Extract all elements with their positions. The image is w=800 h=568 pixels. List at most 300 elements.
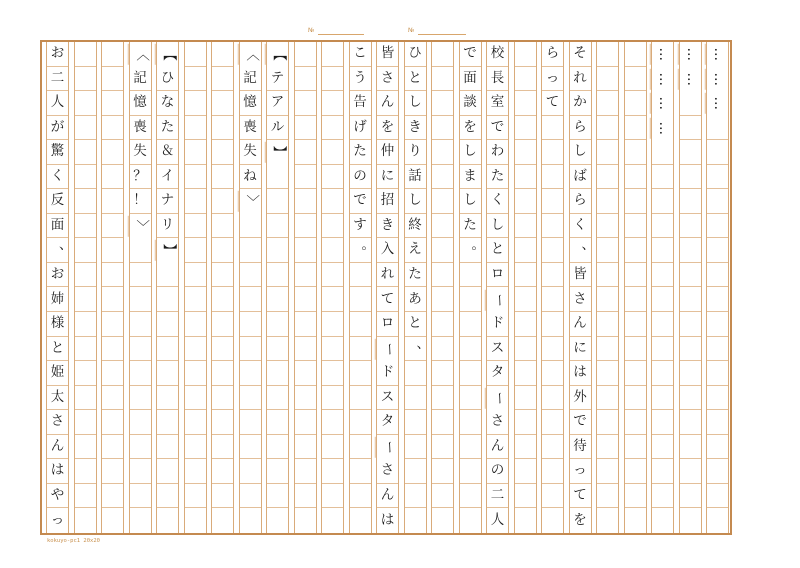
manuscript-cell <box>102 410 123 435</box>
manuscript-cell: … <box>650 68 675 89</box>
manuscript-cell <box>597 116 618 141</box>
manuscript-cell: が <box>47 116 68 141</box>
manuscript-cell <box>322 508 343 533</box>
manuscript-cell <box>515 288 536 313</box>
manuscript-column <box>184 42 207 533</box>
manuscript-cell: に <box>377 165 398 190</box>
manuscript-cell <box>75 484 96 509</box>
manuscript-cell <box>515 484 536 509</box>
manuscript-cell: で <box>570 410 591 435</box>
manuscript-cell: 待 <box>570 435 591 460</box>
manuscript-cell <box>460 435 481 460</box>
manuscript-cell <box>157 459 178 484</box>
manuscript-cell <box>295 288 316 313</box>
manuscript-cell <box>102 91 123 116</box>
manuscript-cell <box>432 337 453 362</box>
manuscript-cell <box>652 361 673 386</box>
manuscript-cell <box>680 91 701 116</box>
manuscript-cell <box>212 435 233 460</box>
manuscript-cell <box>267 459 288 484</box>
manuscript-cell <box>295 337 316 362</box>
manuscript-cell <box>212 386 233 411</box>
manuscript-sheet <box>40 40 732 535</box>
manuscript-cell: 憶 <box>130 91 151 116</box>
manuscript-cell <box>515 361 536 386</box>
manuscript-cell <box>185 263 206 288</box>
manuscript-cell: ん <box>487 435 508 460</box>
manuscript-cell <box>185 435 206 460</box>
manuscript-cell <box>707 508 728 533</box>
manuscript-cell: え <box>405 238 426 263</box>
manuscript-cell <box>652 410 673 435</box>
manuscript-cell <box>322 386 343 411</box>
manuscript-cell: 【 <box>155 44 180 65</box>
manuscript-cell: … <box>650 44 675 65</box>
manuscript-cell <box>240 484 261 509</box>
manuscript-cell <box>405 484 426 509</box>
manuscript-column <box>679 42 702 533</box>
manuscript-column <box>624 42 647 533</box>
manuscript-cell <box>75 288 96 313</box>
manuscript-column <box>321 42 344 533</box>
manuscript-cell <box>295 435 316 460</box>
manuscript-cell: 校 <box>487 42 508 67</box>
manuscript-cell <box>680 238 701 263</box>
manuscript-cell <box>432 386 453 411</box>
manuscript-cell: … <box>705 93 730 114</box>
manuscript-cell <box>240 214 261 239</box>
manuscript-cell: を <box>573 511 587 528</box>
manuscript-cell: と <box>47 337 68 362</box>
manuscript-cell: 二 <box>487 484 508 509</box>
manuscript-cell: と <box>487 238 508 263</box>
manuscript-cell <box>295 263 316 288</box>
manuscript-cell <box>350 337 371 362</box>
manuscript-cell: れ <box>570 67 591 92</box>
manuscript-cell: で <box>350 189 371 214</box>
manuscript-cell: た <box>460 214 481 239</box>
manuscript-cell <box>542 386 563 411</box>
manuscript-cell: 失 <box>240 140 261 165</box>
manuscript-cell <box>157 435 178 460</box>
manuscript-cell <box>102 214 123 239</box>
manuscript-cell <box>102 386 123 411</box>
manuscript-cell <box>212 337 233 362</box>
manuscript-cell <box>102 140 123 165</box>
manuscript-cell <box>295 459 316 484</box>
manuscript-cell <box>652 386 673 411</box>
manuscript-cell: く <box>570 214 591 239</box>
manuscript-cell <box>432 484 453 509</box>
manuscript-cell <box>707 214 728 239</box>
manuscript-cell <box>515 165 536 190</box>
manuscript-cell <box>322 140 343 165</box>
manuscript-cell <box>295 42 316 67</box>
manuscript-cell <box>460 459 481 484</box>
manuscript-cell: さ <box>487 410 508 435</box>
manuscript-cell: 終 <box>405 214 426 239</box>
manuscript-cell <box>652 508 673 533</box>
manuscript-cell <box>267 165 288 190</box>
manuscript-cell: て <box>377 288 398 313</box>
manuscript-cell <box>322 116 343 141</box>
manuscript-cell <box>625 116 646 141</box>
manuscript-cell <box>680 189 701 214</box>
manuscript-cell <box>322 263 343 288</box>
manuscript-cell: ん <box>570 312 591 337</box>
manuscript-cell <box>267 508 288 533</box>
manuscript-cell <box>405 361 426 386</box>
manuscript-cell <box>240 386 261 411</box>
manuscript-cell <box>350 361 371 386</box>
manuscript-cell: な <box>157 91 178 116</box>
manuscript-cell: … <box>650 117 675 138</box>
manuscript-cell <box>157 337 178 362</box>
manuscript-cell <box>130 288 151 313</box>
manuscript-cell <box>130 312 151 337</box>
manuscript-cell <box>75 508 96 533</box>
manuscript-cell <box>680 484 701 509</box>
manuscript-cell <box>157 386 178 411</box>
manuscript-cell: あ <box>405 288 426 313</box>
manuscript-cell <box>267 410 288 435</box>
manuscript-cell <box>707 337 728 362</box>
manuscript-cell: 喪 <box>240 116 261 141</box>
manuscript-column <box>46 42 73 533</box>
manuscript-cell <box>652 214 673 239</box>
manuscript-cell <box>295 116 316 141</box>
manuscript-cell: 室 <box>487 91 508 116</box>
manuscript-cell: く <box>47 165 68 190</box>
manuscript-cell: ん <box>377 91 398 116</box>
manuscript-cell <box>130 386 151 411</box>
manuscript-cell <box>515 410 536 435</box>
manuscript-cell <box>157 410 178 435</box>
manuscript-cell: っ <box>50 511 65 528</box>
manuscript-cell <box>350 386 371 411</box>
manuscript-cell <box>597 165 618 190</box>
manuscript-cell <box>542 361 563 386</box>
manuscript-cell <box>680 312 701 337</box>
manuscript-cell <box>625 312 646 337</box>
manuscript-cell <box>322 189 343 214</box>
manuscript-cell: さ <box>570 288 591 313</box>
manuscript-cell <box>515 116 536 141</box>
manuscript-cell <box>652 459 673 484</box>
manuscript-cell: … <box>650 93 675 114</box>
manuscript-cell: げ <box>350 116 371 141</box>
manuscript-column <box>596 42 619 533</box>
manuscript-cell <box>680 337 701 362</box>
manuscript-cell <box>295 91 316 116</box>
manuscript-cell <box>75 410 96 435</box>
manuscript-cell <box>597 312 618 337</box>
manuscript-cell <box>102 42 123 67</box>
manuscript-cell <box>185 508 206 533</box>
manuscript-cell <box>350 263 371 288</box>
manuscript-cell <box>597 67 618 92</box>
manuscript-cell <box>432 459 453 484</box>
manuscript-cell: し <box>460 189 481 214</box>
manuscript-cell <box>185 459 206 484</box>
manuscript-cell: 仲 <box>377 140 398 165</box>
manuscript-cell: 話 <box>405 165 426 190</box>
manuscript-cell <box>680 459 701 484</box>
manuscript-column <box>349 42 375 533</box>
manuscript-cell: 太 <box>47 386 68 411</box>
manuscript-cell <box>432 116 453 141</box>
manuscript-cell <box>515 459 536 484</box>
manuscript-cell <box>267 386 288 411</box>
manuscript-cell <box>295 508 316 533</box>
manuscript-cell <box>212 91 233 116</box>
manuscript-cell <box>295 140 316 165</box>
manuscript-cell <box>625 91 646 116</box>
manuscript-cell: 驚 <box>47 140 68 165</box>
manuscript-cell <box>625 189 646 214</box>
manuscript-cell <box>212 459 233 484</box>
manuscript-cell <box>542 312 563 337</box>
manuscript-cell: ル <box>267 116 288 141</box>
manuscript-cell <box>295 214 316 239</box>
manuscript-cell <box>322 312 343 337</box>
manuscript-cell: さ <box>377 459 398 484</box>
manuscript-cell <box>75 189 96 214</box>
manuscript-cell <box>680 435 701 460</box>
manuscript-cell <box>542 189 563 214</box>
manuscript-cell <box>212 508 233 533</box>
manuscript-cell: ひ <box>157 67 178 92</box>
manuscript-cell: ー <box>485 289 510 310</box>
manuscript-cell <box>625 508 646 533</box>
manuscript-cell <box>680 140 701 165</box>
manuscript-cell <box>130 337 151 362</box>
manuscript-cell <box>680 410 701 435</box>
manuscript-cell: 様 <box>47 312 68 337</box>
manuscript-cell <box>652 312 673 337</box>
manuscript-cell: か <box>570 91 591 116</box>
manuscript-cell <box>350 312 371 337</box>
manuscript-cell <box>267 435 288 460</box>
manuscript-cell: リ <box>157 214 178 239</box>
manuscript-cell <box>130 508 151 533</box>
manuscript-cell: 〈 <box>238 44 263 65</box>
manuscript-cell: 。 <box>460 238 481 263</box>
manuscript-cell: お <box>47 263 68 288</box>
manuscript-cell <box>102 116 123 141</box>
manuscript-cell <box>75 67 96 92</box>
manuscript-column <box>404 42 430 533</box>
manuscript-cell: 】 <box>265 142 290 163</box>
manuscript-cell: ナ <box>157 189 178 214</box>
manuscript-cell <box>240 361 261 386</box>
manuscript-cell <box>185 140 206 165</box>
manuscript-cell <box>652 337 673 362</box>
manuscript-column <box>294 42 317 533</box>
manuscript-cell <box>597 288 618 313</box>
manuscript-cell: 。 <box>350 238 371 263</box>
manuscript-cell: タ <box>487 361 508 386</box>
manuscript-cell <box>267 337 288 362</box>
manuscript-cell <box>597 337 618 362</box>
manuscript-cell: 招 <box>377 189 398 214</box>
manuscript-cell <box>185 165 206 190</box>
manuscript-cell <box>350 459 371 484</box>
manuscript-cell: 談 <box>460 91 481 116</box>
manuscript-cell <box>597 263 618 288</box>
manuscript-cell: で <box>487 116 508 141</box>
manuscript-cell: し <box>460 140 481 165</box>
manuscript-cell <box>322 435 343 460</box>
manuscript-cell <box>75 214 96 239</box>
manuscript-cell <box>212 140 233 165</box>
manuscript-cell <box>707 165 728 190</box>
manuscript-cell <box>212 116 233 141</box>
manuscript-cell <box>185 386 206 411</box>
manuscript-cell <box>542 337 563 362</box>
manuscript-cell <box>432 263 453 288</box>
manuscript-cell: ス <box>487 337 508 362</box>
manuscript-cell <box>240 410 261 435</box>
manuscript-cell: 入 <box>377 238 398 263</box>
manuscript-cell: の <box>487 459 508 484</box>
manuscript-cell <box>542 214 563 239</box>
manuscript-cell <box>185 361 206 386</box>
manuscript-cell: 記 <box>240 67 261 92</box>
number-line-1 <box>318 34 364 35</box>
manuscript-cell <box>240 508 261 533</box>
manuscript-cell <box>322 165 343 190</box>
manuscript-cell: ス <box>377 386 398 411</box>
manuscript-cell <box>515 91 536 116</box>
manuscript-cell <box>130 435 151 460</box>
manuscript-cell: 人 <box>490 511 505 528</box>
manuscript-cell: た <box>487 165 508 190</box>
manuscript-cell <box>625 263 646 288</box>
manuscript-cell <box>625 435 646 460</box>
manuscript-cell: す <box>350 214 371 239</box>
manuscript-cell: わ <box>487 140 508 165</box>
manuscript-cell <box>130 361 151 386</box>
number-label-1: № <box>308 27 315 34</box>
manuscript-cell: そ <box>570 42 591 67</box>
manuscript-cell <box>102 508 123 533</box>
manuscript-cell <box>542 116 563 141</box>
manuscript-cell <box>680 288 701 313</box>
manuscript-cell: ん <box>377 484 398 509</box>
manuscript-cell: ら <box>570 116 591 141</box>
manuscript-cell <box>515 214 536 239</box>
manuscript-cell <box>75 459 96 484</box>
manuscript-cell: た <box>350 140 371 165</box>
manuscript-cell: し <box>405 189 426 214</box>
manuscript-cell <box>75 435 96 460</box>
manuscript-cell <box>75 312 96 337</box>
manuscript-cell <box>157 508 178 533</box>
manuscript-cell <box>322 459 343 484</box>
manuscript-cell: 外 <box>570 386 591 411</box>
manuscript-cell <box>212 484 233 509</box>
manuscript-cell: ー <box>375 338 400 359</box>
manuscript-cell <box>680 165 701 190</box>
manuscript-column <box>486 42 509 533</box>
manuscript-cell: 告 <box>350 91 371 116</box>
manuscript-cell <box>130 484 151 509</box>
manuscript-cell: ん <box>47 435 68 460</box>
manuscript-cell <box>212 67 233 92</box>
manuscript-cell: 、 <box>47 238 68 263</box>
manuscript-cell <box>432 508 453 533</box>
manuscript-cell <box>515 67 536 92</box>
manuscript-cell <box>515 508 536 533</box>
manuscript-cell <box>460 263 481 288</box>
manuscript-cell: ド <box>487 312 508 337</box>
manuscript-cell <box>707 116 728 141</box>
number-label-2: № <box>408 27 415 34</box>
manuscript-cell <box>515 140 536 165</box>
manuscript-cell <box>322 337 343 362</box>
manuscript-cell <box>267 484 288 509</box>
manuscript-cell <box>350 435 371 460</box>
manuscript-cell: 反 <box>47 189 68 214</box>
manuscript-cell <box>75 165 96 190</box>
manuscript-column <box>706 42 729 533</box>
manuscript-cell <box>322 67 343 92</box>
manuscript-cell <box>432 410 453 435</box>
manuscript-cell <box>102 165 123 190</box>
manuscript-cell <box>350 508 371 533</box>
manuscript-cell <box>432 238 453 263</box>
manuscript-column <box>211 42 234 533</box>
manuscript-cell: は <box>570 361 591 386</box>
manuscript-cell <box>542 508 563 533</box>
manuscript-cell: ー <box>375 437 400 458</box>
manuscript-cell <box>322 410 343 435</box>
manuscript-cell: 記 <box>130 67 151 92</box>
manuscript-cell <box>707 140 728 165</box>
manuscript-cell <box>652 165 673 190</box>
manuscript-cell: 長 <box>487 67 508 92</box>
manuscript-cell: う <box>350 67 371 92</box>
manuscript-cell <box>350 410 371 435</box>
manuscript-cell <box>652 189 673 214</box>
manuscript-cell <box>680 263 701 288</box>
manuscript-cell <box>432 189 453 214</box>
manuscript-cell <box>542 140 563 165</box>
manuscript-cell <box>432 165 453 190</box>
manuscript-cell <box>295 312 316 337</box>
manuscript-cell: 失 <box>130 140 151 165</box>
manuscript-cell <box>185 42 206 67</box>
manuscript-column <box>541 42 564 533</box>
manuscript-cell: の <box>350 165 371 190</box>
manuscript-cell: 皆 <box>570 263 591 288</box>
manuscript-cell: 二 <box>47 67 68 92</box>
manuscript-cell <box>267 263 288 288</box>
manuscript-cell <box>322 42 343 67</box>
manuscript-cell: て <box>542 91 563 116</box>
manuscript-cell <box>322 238 343 263</box>
manuscript-cell: は <box>380 511 395 528</box>
manuscript-cell: を <box>460 116 481 141</box>
manuscript-cell <box>267 361 288 386</box>
manuscript-cell: ね <box>240 165 261 190</box>
manuscript-cell <box>267 189 288 214</box>
manuscript-cell <box>185 312 206 337</box>
manuscript-cell <box>322 361 343 386</box>
manuscript-cell <box>75 386 96 411</box>
manuscript-cell <box>652 238 673 263</box>
